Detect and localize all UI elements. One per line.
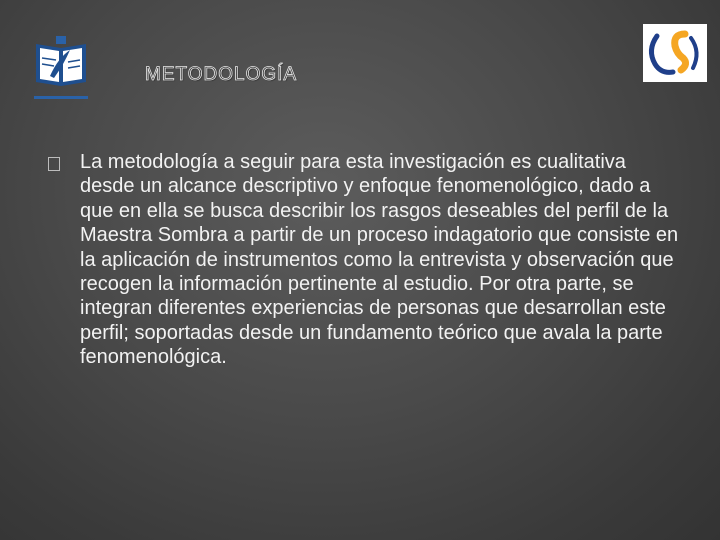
body-paragraph: La metodología a seguir para esta investigación es cualitativa desde un alcance descriptivo y enfoque fenomenológico, dado a que en ella se busca describir los rasgos deseables del perfil de la Maestra Sombra a partir de un proceso indagatorio que consiste en la aplicación de instrumentos como la entrevista y observación que recogen la información pertinente al estudio. Por otra parte, se integran diferentes experiencias de personas que desarrollan este perfil; soportadas desde un fundamento teórico que avala la parte fenomenológica.: [80, 151, 679, 369]
square-bullet-icon: [48, 157, 60, 171]
book-pen-logo-icon: [28, 36, 94, 102]
partner-logo: [643, 24, 707, 82]
slide-content: [48, 150, 688, 370]
s-swoosh-logo-icon: [643, 24, 707, 82]
slide-title: METODOLOGÍA: [145, 64, 298, 85]
institution-logo: [28, 36, 94, 102]
